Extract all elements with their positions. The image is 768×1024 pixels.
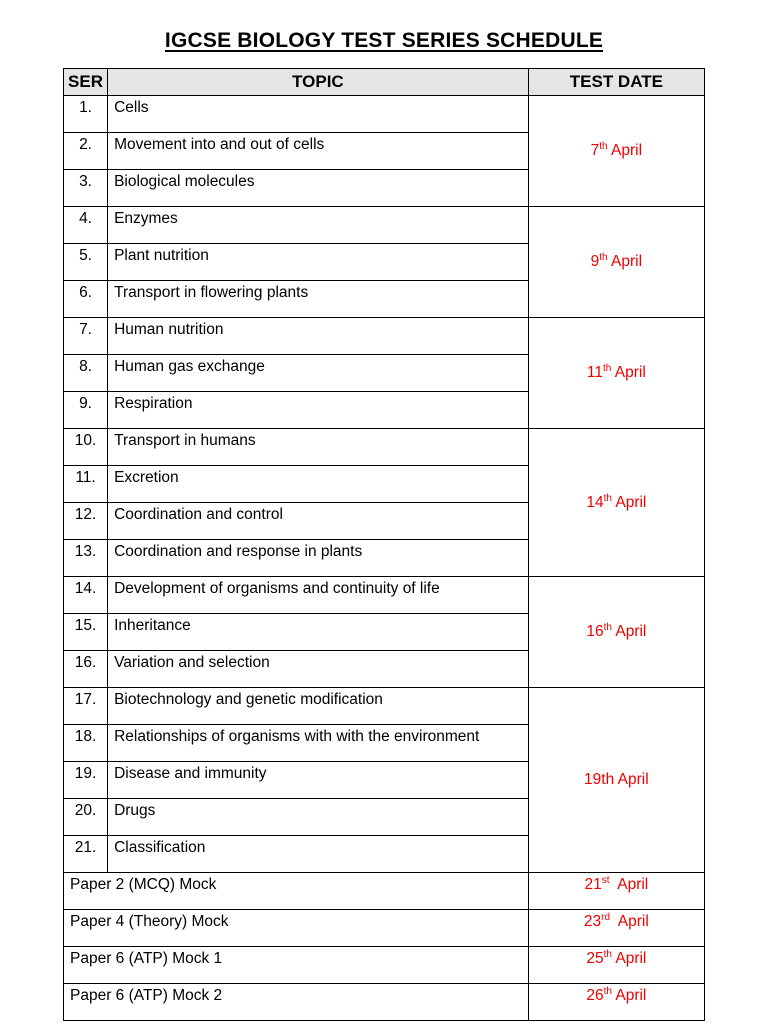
- serial-number: 6.: [64, 281, 108, 318]
- topic-cell: Drugs: [108, 799, 529, 836]
- test-date-cell: [528, 96, 704, 207]
- serial-number: 5.: [64, 244, 108, 281]
- date-month: April: [607, 253, 643, 270]
- paper-row: [64, 984, 705, 1021]
- date-month: April: [611, 493, 647, 511]
- test-date-cell: [528, 910, 704, 947]
- topic-cell: Inheritance: [108, 614, 529, 651]
- test-date-cell: [528, 429, 704, 577]
- test-date-cell: [528, 873, 704, 910]
- serial-number: 7.: [64, 318, 108, 355]
- topic-cell: Human nutrition: [108, 318, 529, 355]
- topic-cell: Plant nutrition: [108, 244, 529, 281]
- paper-row: [64, 910, 705, 947]
- date-suffix: rd: [601, 912, 611, 923]
- serial-number: 8.: [64, 355, 108, 392]
- paper-row: [64, 873, 705, 910]
- date-month: April: [611, 950, 647, 967]
- topic-cell: Enzymes: [108, 207, 529, 244]
- date-suffix: th: [599, 252, 608, 263]
- paper-label: Paper 4 (Theory) Mock: [64, 910, 529, 947]
- document-title: IGCSE BIOLOGY TEST SERIES SCHEDULE: [164, 29, 604, 52]
- topic-cell: Human gas exchange: [108, 355, 529, 392]
- topic-cell: Coordination and response in plants: [108, 540, 529, 577]
- date-suffix: th: [599, 141, 608, 152]
- topic-cell: Transport in flowering plants: [108, 281, 529, 318]
- serial-number: 21.: [64, 836, 108, 873]
- date-suffix: th: [603, 363, 612, 374]
- serial-number: 11.: [64, 466, 108, 503]
- schedule-table: [63, 68, 705, 1021]
- test-date-cell: [528, 207, 704, 318]
- header-test-date: TEST DATE: [528, 69, 704, 96]
- date-number: 25: [586, 950, 604, 967]
- date-month: April: [611, 623, 647, 640]
- paper-label: Paper 6 (ATP) Mock 1: [64, 947, 529, 984]
- test-date-cell: [528, 688, 704, 873]
- test-date-cell: [528, 984, 704, 1021]
- test-date-cell: [528, 577, 704, 688]
- topic-cell: Coordination and control: [108, 503, 529, 540]
- serial-number: 3.: [64, 170, 108, 207]
- topic-cell: Biological molecules: [108, 170, 529, 207]
- date-number: 11: [586, 364, 603, 381]
- serial-number: 16.: [64, 651, 108, 688]
- serial-number: 17.: [64, 688, 108, 725]
- table-row: [64, 96, 705, 133]
- header-ser: SER: [64, 69, 108, 96]
- paper-label: Paper 2 (MCQ) Mock: [64, 873, 529, 910]
- date-number: 26: [586, 987, 604, 1004]
- topic-cell: Relationships of organisms with with the environment: [108, 725, 529, 762]
- table-row: [64, 207, 705, 244]
- test-date-cell: [528, 947, 704, 984]
- topic-cell: Classification: [108, 836, 529, 873]
- serial-number: 10.: [64, 429, 108, 466]
- date-number: 21: [584, 876, 602, 893]
- date-suffix: th: [603, 986, 612, 997]
- date-number: 16: [586, 623, 604, 640]
- date-suffix: th: [603, 492, 612, 504]
- date-month: April: [609, 876, 649, 893]
- paper-row: [64, 947, 705, 984]
- date-number: 19th April: [584, 771, 649, 788]
- serial-number: 1.: [64, 96, 108, 133]
- date-suffix: st: [601, 875, 610, 886]
- serial-number: 20.: [64, 799, 108, 836]
- topic-cell: Respiration: [108, 392, 529, 429]
- table-row: [64, 577, 705, 614]
- date-month: April: [607, 142, 643, 159]
- schedule-body: [64, 96, 705, 1021]
- table-row: [64, 429, 705, 466]
- serial-number: 12.: [64, 503, 108, 540]
- serial-number: 13.: [64, 540, 108, 577]
- date-suffix: th: [603, 949, 612, 960]
- topic-cell: Development of organisms and continuity of life: [108, 577, 529, 614]
- date-number: 9: [590, 253, 600, 270]
- date-month: April: [610, 913, 649, 930]
- table-row: [64, 688, 705, 725]
- date-month: April: [611, 364, 646, 381]
- date-number: 23: [583, 913, 602, 930]
- topic-cell: Biotechnology and genetic modification: [108, 688, 529, 725]
- serial-number: 9.: [64, 392, 108, 429]
- serial-number: 19.: [64, 762, 108, 799]
- topic-cell: Excretion: [108, 466, 529, 503]
- date-suffix: th: [603, 622, 612, 633]
- header-topic: TOPIC: [108, 69, 529, 96]
- topic-cell: Movement into and out of cells: [108, 133, 529, 170]
- serial-number: 18.: [64, 725, 108, 762]
- header-row: [64, 69, 705, 96]
- paper-label: Paper 6 (ATP) Mock 2: [64, 984, 529, 1021]
- date-month: April: [611, 987, 647, 1004]
- topic-cell: Variation and selection: [108, 651, 529, 688]
- date-number: 14: [586, 493, 604, 511]
- serial-number: 2.: [64, 133, 108, 170]
- date-number: 7: [590, 142, 600, 159]
- topic-cell: Disease and immunity: [108, 762, 529, 799]
- serial-number: 14.: [64, 577, 108, 614]
- topic-cell: Cells: [108, 96, 529, 133]
- serial-number: 15.: [64, 614, 108, 651]
- test-date-cell: [528, 318, 704, 429]
- table-row: [64, 318, 705, 355]
- topic-cell: Transport in humans: [108, 429, 529, 466]
- serial-number: 4.: [64, 207, 108, 244]
